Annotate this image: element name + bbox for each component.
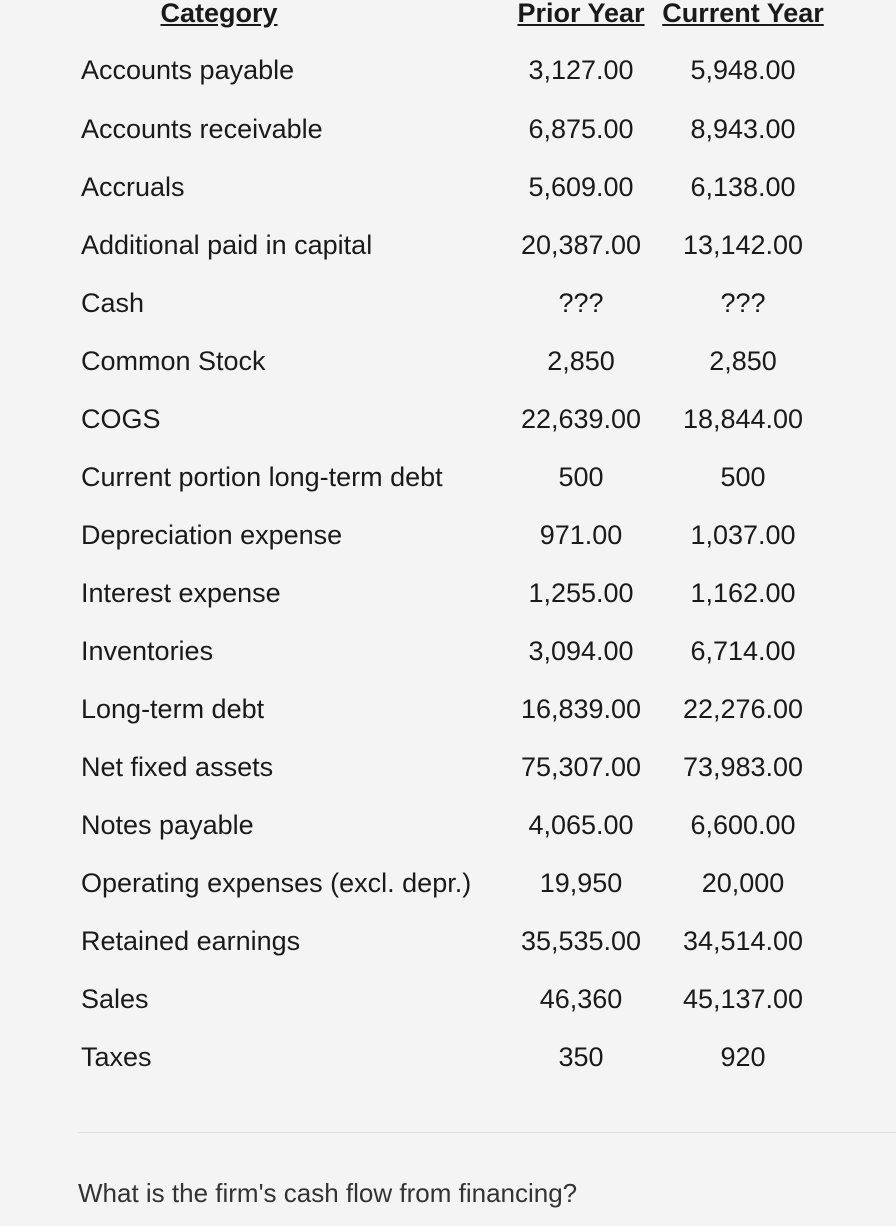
row-prior-value: 75,307.00 [520, 751, 642, 782]
header-category: Category [160, 0, 278, 28]
row-category: Cash [81, 287, 145, 318]
row-current-value: 18,844.00 [682, 403, 804, 434]
row-current-value: 1,037.00 [690, 519, 796, 550]
row-current-value: 920 [720, 1041, 766, 1072]
row-prior-value: 46,360 [539, 983, 623, 1014]
row-prior-value: 350 [558, 1041, 604, 1072]
row-current-value: 1,162.00 [690, 577, 796, 608]
table-row [78, 796, 834, 854]
row-category: Sales [81, 983, 149, 1014]
table-row [78, 390, 834, 448]
table-row [78, 332, 834, 390]
table-row [78, 216, 834, 274]
row-category: Interest expense [81, 577, 281, 608]
row-prior-value: 35,535.00 [520, 925, 642, 956]
row-current-value: 6,714.00 [690, 635, 796, 666]
row-prior-value: ??? [558, 287, 604, 318]
table-row [78, 622, 834, 680]
row-prior-value: 16,839.00 [520, 693, 642, 724]
row-category: Current portion long-term debt [81, 461, 443, 492]
row-category: Operating expenses (excl. depr.) [81, 867, 472, 898]
row-prior-value: 4,065.00 [528, 809, 634, 840]
question-text: What is the firm's cash flow from financing? [78, 1178, 578, 1208]
row-category: Taxes [81, 1041, 152, 1072]
table-row [78, 40, 834, 100]
row-category: Net fixed assets [81, 751, 274, 782]
table-row [78, 506, 834, 564]
row-prior-value: 1,255.00 [528, 577, 634, 608]
table-row [78, 158, 834, 216]
table-row [78, 680, 834, 738]
row-category: COGS [81, 403, 161, 434]
row-current-value: 45,137.00 [682, 983, 804, 1014]
row-prior-value: 22,639.00 [520, 403, 642, 434]
table-row [78, 970, 834, 1028]
table-row [78, 738, 834, 796]
row-prior-value: 500 [558, 461, 604, 492]
row-category: Common Stock [81, 345, 266, 376]
header-prior-year: Prior Year [517, 0, 645, 28]
row-current-value: 13,142.00 [682, 229, 804, 260]
row-current-value: 34,514.00 [682, 925, 804, 956]
row-prior-value: 19,950 [539, 867, 623, 898]
table-row [78, 854, 834, 912]
row-category: Inventories [81, 635, 214, 666]
row-category: Retained earnings [81, 925, 301, 956]
row-prior-value: 20,387.00 [520, 229, 642, 260]
row-current-value: 22,276.00 [682, 693, 804, 724]
header-current-year: Current Year [662, 0, 824, 28]
row-category: Notes payable [81, 809, 254, 840]
row-category: Depreciation expense [81, 519, 343, 550]
row-current-value: 6,600.00 [690, 809, 796, 840]
table-row [78, 100, 834, 158]
row-current-value: 5,948.00 [690, 54, 796, 85]
table-row [78, 912, 834, 970]
row-prior-value: 3,127.00 [528, 54, 634, 85]
table-body [78, 40, 834, 1086]
row-current-value: ??? [720, 287, 766, 318]
row-current-value: 73,983.00 [682, 751, 804, 782]
row-category: Accounts receivable [81, 113, 323, 144]
row-current-value: 6,138.00 [690, 171, 796, 202]
table-row [78, 274, 834, 332]
row-category: Long-term debt [81, 693, 265, 724]
table-header-row [78, 0, 834, 40]
row-category: Additional paid in capital [81, 229, 373, 260]
row-category: Accounts payable [81, 54, 295, 85]
row-prior-value: 971.00 [539, 519, 623, 550]
financial-table [78, 0, 834, 1086]
row-prior-value: 2,850 [547, 345, 615, 376]
row-current-value: 8,943.00 [690, 113, 796, 144]
table-row [78, 564, 834, 622]
row-current-value: 500 [720, 461, 766, 492]
row-prior-value: 3,094.00 [528, 635, 634, 666]
row-prior-value: 5,609.00 [528, 171, 634, 202]
table-row [78, 1028, 834, 1086]
row-current-value: 2,850 [709, 345, 777, 376]
divider [78, 1132, 896, 1133]
row-prior-value: 6,875.00 [528, 113, 634, 144]
row-category: Accruals [81, 171, 185, 202]
table-row [78, 448, 834, 506]
row-current-value: 20,000 [701, 867, 785, 898]
